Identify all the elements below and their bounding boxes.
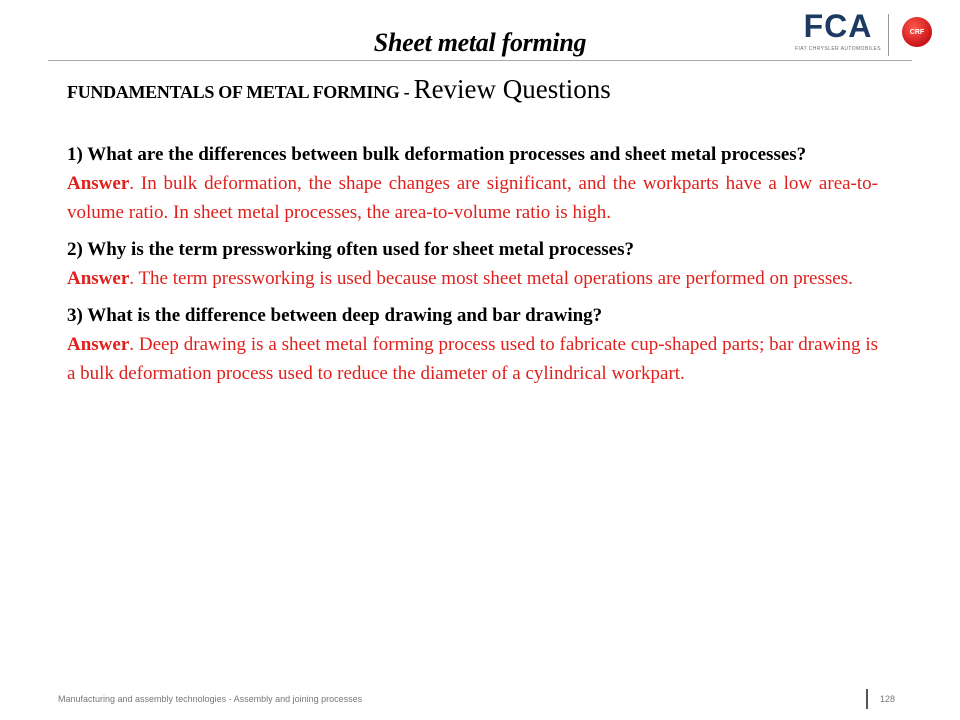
answer-text <box>67 264 878 293</box>
fca-logo <box>790 8 886 56</box>
qa-content <box>67 140 878 396</box>
question-text: 3) What is the difference between deep drawing and bar drawing? <box>67 305 603 326</box>
answer-body: . Deep drawing is a sheet metal forming process used to fabricate cup-shaped parts; bar drawing is a bulk deformation process used to reduce the diameter of a cylindrical workpart. <box>67 334 878 384</box>
answer-body: . The term pressworking is used because most sheet metal operations are performed on presses. <box>129 268 853 289</box>
crf-logo-text: CRF <box>909 28 925 36</box>
crf-logo <box>902 17 932 47</box>
footer-divider <box>866 689 868 709</box>
logo-divider <box>888 14 889 56</box>
answer-text <box>67 169 878 227</box>
qa-item <box>67 140 878 227</box>
question-text: 2) Why is the term pressworking often used for sheet metal processes? <box>67 239 634 260</box>
answer-label: Answer <box>67 173 130 194</box>
footer-course-text: Manufacturing and assembly technologies - Assembly and joining processes <box>58 694 363 704</box>
section-heading-main: FUNDAMENTALS OF METAL FORMING - <box>67 82 414 102</box>
fca-logo-text: FCA <box>803 8 873 44</box>
slide-title: Sheet metal forming <box>373 28 587 57</box>
answer-label: Answer <box>67 334 130 355</box>
section-heading <box>67 74 907 105</box>
answer-body: . In bulk deformation, the shape changes are significant, and the workparts have a low area-to-volume ratio. In sheet metal processes, the area-to-volume ratio is high. <box>67 173 878 223</box>
qa-item <box>67 235 878 293</box>
qa-item <box>67 301 878 388</box>
answer-label: Answer <box>67 268 130 289</box>
question-text: 1) What are the differences between bulk deformation processes and sheet metal processes? <box>67 144 807 165</box>
page-number: 128 <box>880 694 896 704</box>
answer-text <box>67 330 878 388</box>
section-heading-sub: Review Questions <box>413 74 611 104</box>
header-rule <box>48 60 912 61</box>
fca-logo-subtext: FIAT CHRYSLER AUTOMOBILES <box>794 46 882 52</box>
